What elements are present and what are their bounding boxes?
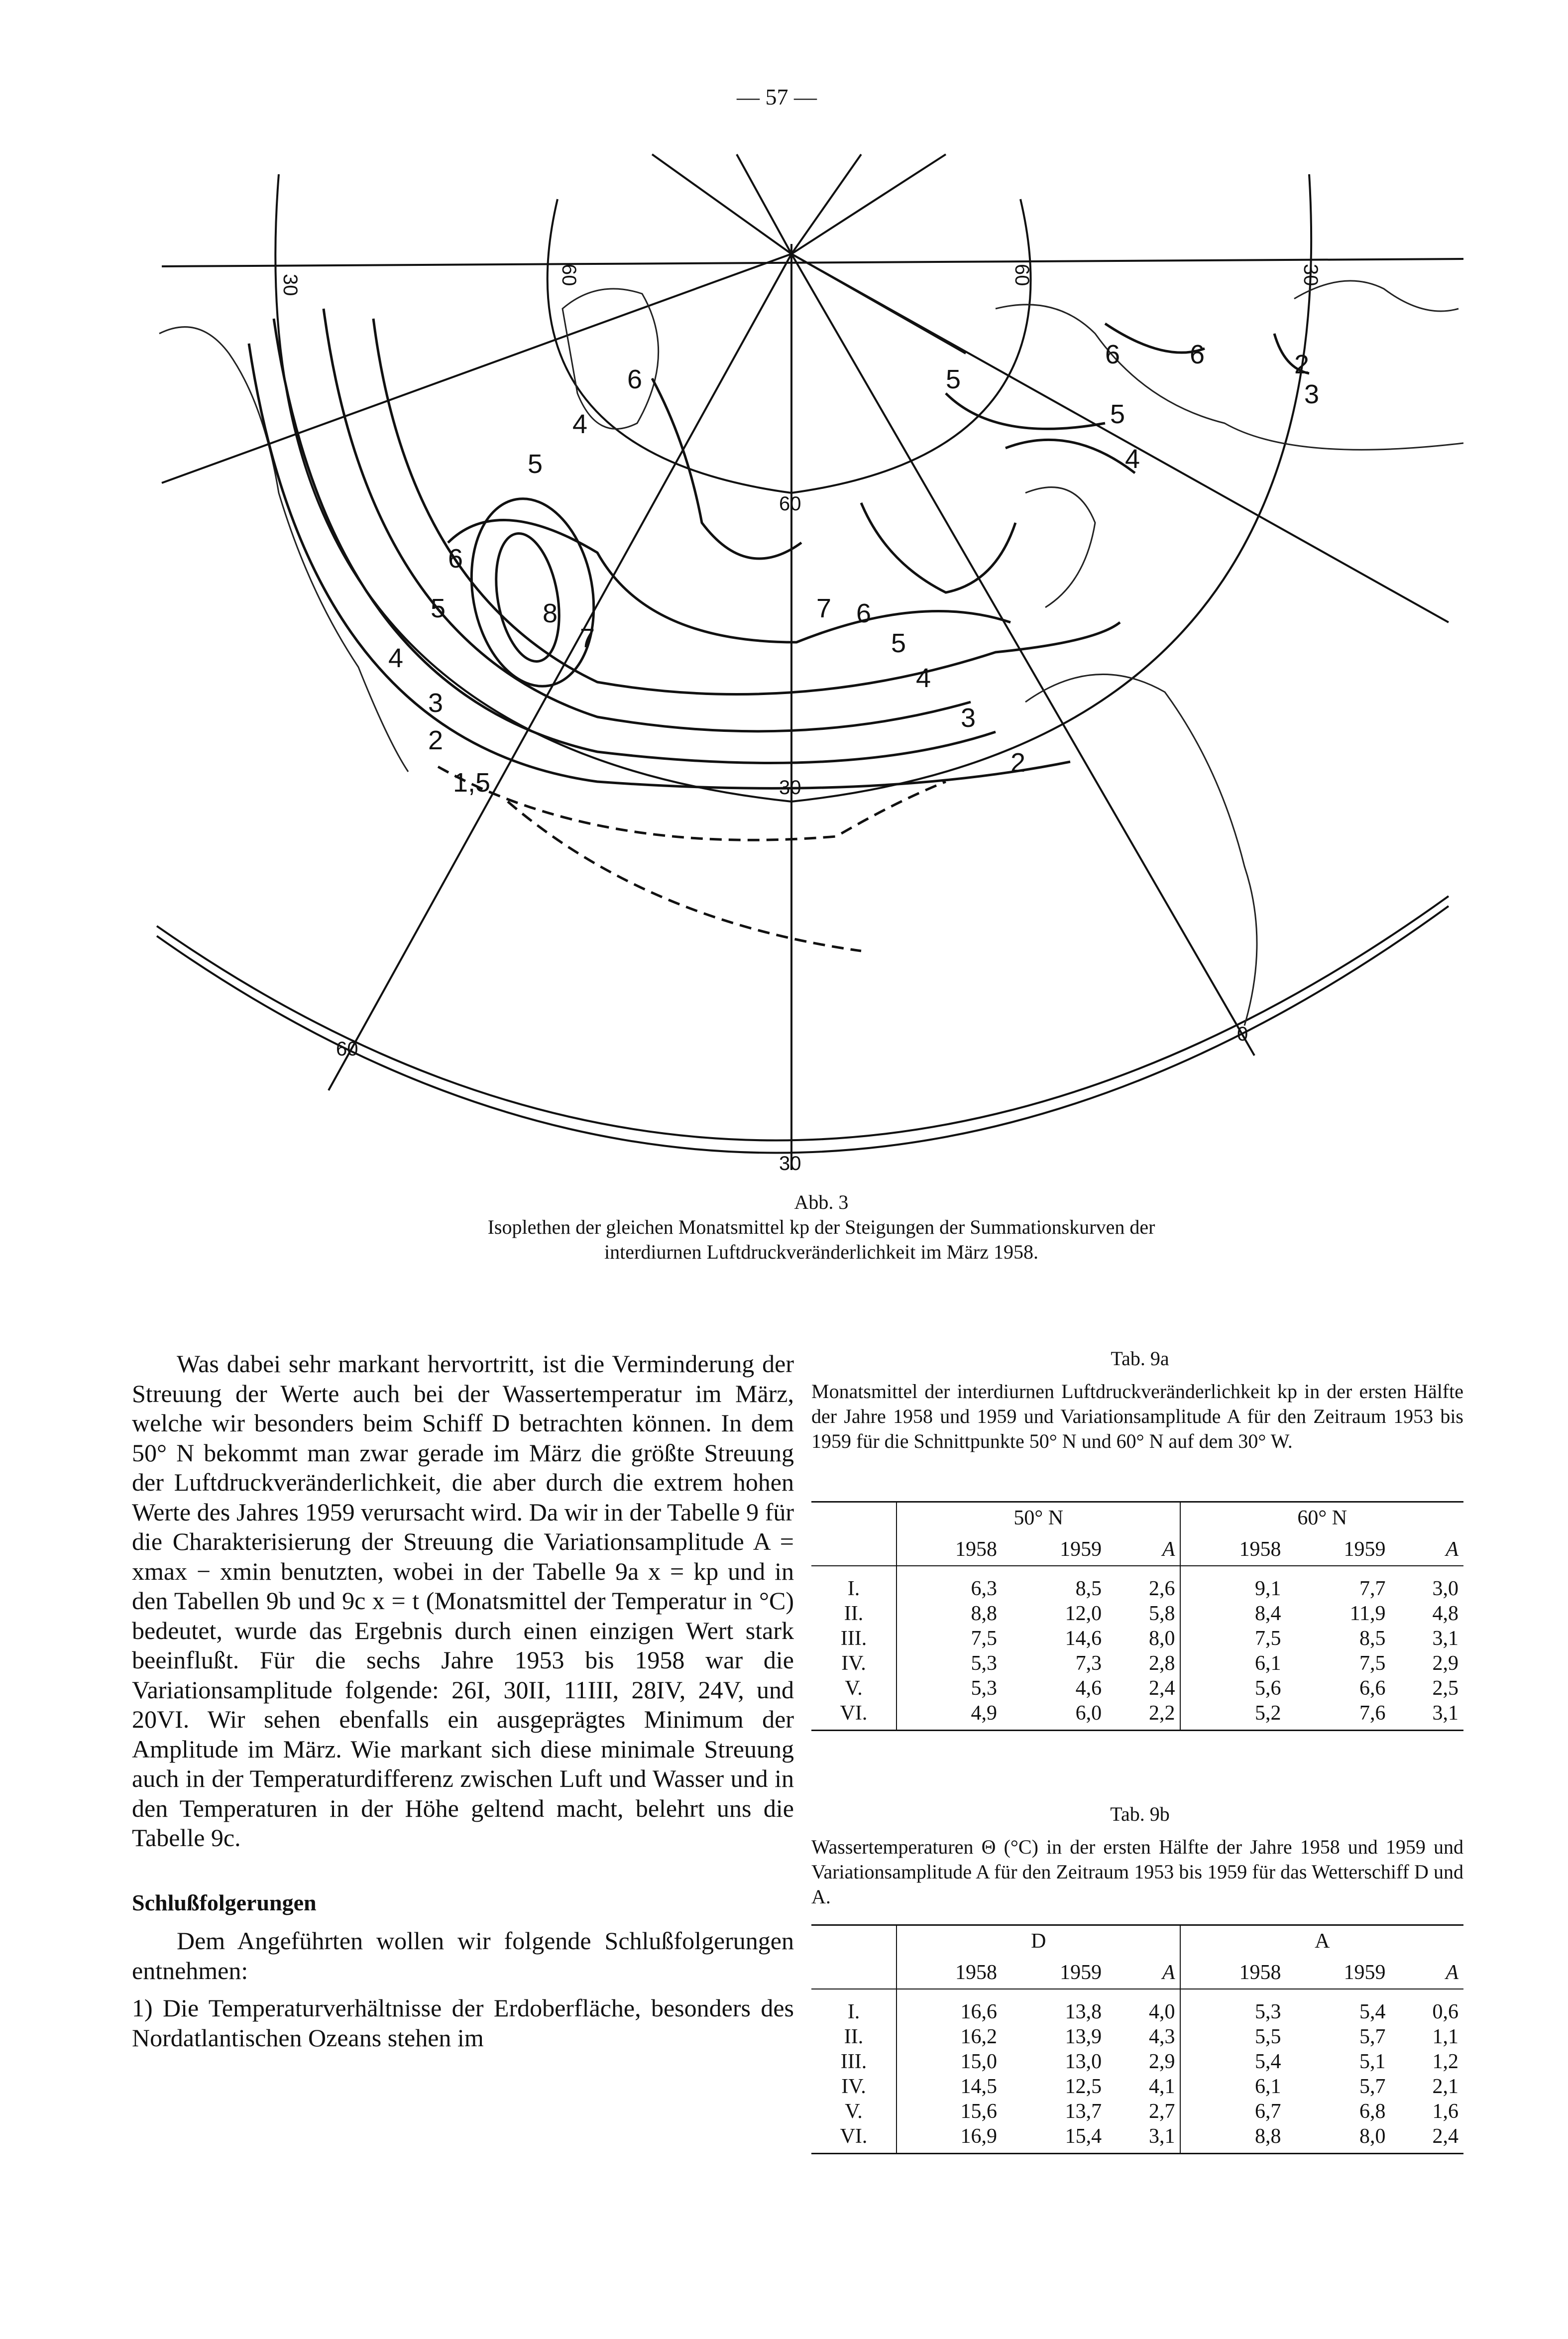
isopleth-label: 3 xyxy=(961,703,976,733)
table-cell: 0,6 xyxy=(1432,2000,1458,2023)
table-9b-title: Tab. 9b xyxy=(1110,1803,1170,1825)
table-cell: 6,0 xyxy=(1002,1701,1107,1731)
table-cell: 16,6 xyxy=(896,1989,1002,2024)
table-cell: 2,4 xyxy=(1148,1677,1175,1700)
table-cell: 1,1 xyxy=(1432,2025,1458,2048)
table-cell: 2,6 xyxy=(1148,1577,1175,1600)
row-label: IV. xyxy=(841,2075,866,2098)
table-cell: 5,4 xyxy=(1180,2049,1286,2074)
table-cell: 2,1 xyxy=(1432,2075,1458,2098)
table-cell: 8,8 xyxy=(896,1601,1002,1626)
isopleth-label: 7 xyxy=(580,623,595,653)
isopleth-label: 7 xyxy=(816,593,832,623)
row-label: III. xyxy=(840,2050,867,2073)
table-cell: 15,0 xyxy=(896,2049,1002,2074)
table-cell: 5,3 xyxy=(1180,1989,1286,2024)
coastline-iberia xyxy=(1025,487,1095,607)
table-cell: 5,3 xyxy=(896,1651,1002,1676)
isopleth-label: 4 xyxy=(1125,444,1140,474)
table-cell: 2,5 xyxy=(1432,1677,1458,1700)
isopleth-map xyxy=(149,144,1463,1190)
column-header: 1958 xyxy=(896,1533,1002,1566)
table-cell: 2,7 xyxy=(1148,2100,1175,2123)
column-group: 60° N xyxy=(1180,1502,1463,1534)
table-cell: 13,7 xyxy=(1065,2100,1102,2123)
isopleth-label: 8 xyxy=(543,598,558,628)
row-label: V. xyxy=(845,2100,863,2123)
paragraph: Was dabei sehr markant hervortritt, ist die Verminderung der Streuung der Werte auch bei der Wassertemperatur im März, welche wir besonders beim Schiff D betrachten können. In dem 50° N bekommt man zwar gerade im März die größte Streuung der Luftdruckveränderlichkeit, die aber durch die extrem hohen Werte des Jahres 1959 verursacht wird. Da wir in der Tabelle 9 für die Charakterisierung der Streuung die Variationsamplitude A = xmax − xmin benutzten, wobei in der Tabelle 9a x = kp und in den Tabellen 9b und 9c x = t (Monatsmittel der Temperatur in °C) bedeutet, wurde das Ergebnis durch einen einzigen Wert stark beeinflußt. Für die sechs Jahre 1953 bis 1958 war die Variationsamplitude folgende: 26I, 30II, 11III, 28IV, 24V, und 20VI. Wir sehen ebenfalls ein ausgeprägtes Minimum der Amplitude im März. Wie markant sich diese minimale Streuung auch in der Temperaturdifferenz zwischen Luft und Wasser und in den Temperaturen in der Höhe geltend macht, belehrt uns die Tabelle 9c. xyxy=(132,1350,794,1852)
row-label: I. xyxy=(847,1577,860,1600)
table-cell: 5,3 xyxy=(896,1676,1002,1701)
table-cell: 12,5 xyxy=(1065,2075,1102,2098)
meridian-a xyxy=(162,254,791,483)
table-cell: 3,1 xyxy=(1432,1627,1458,1650)
isopleth-label: 6 xyxy=(1190,340,1205,369)
table-cell: 8,4 xyxy=(1180,1601,1286,1626)
table-cell: 7,5 xyxy=(1359,1652,1386,1675)
isopleth-1-5-lower xyxy=(508,802,861,951)
row-label: II. xyxy=(844,1602,864,1625)
table-cell: 14,5 xyxy=(896,2074,1002,2099)
isopleth-label: 5 xyxy=(431,593,446,623)
table-cell: 6,6 xyxy=(1359,1677,1386,1700)
table-cell: 4,3 xyxy=(1148,2025,1175,2048)
isopleth-4-east xyxy=(1006,440,1135,473)
table-cell: 8,0 xyxy=(1148,1627,1175,1650)
table-cell: 5,2 xyxy=(1180,1701,1286,1731)
table-cell: 5,7 xyxy=(1359,2025,1386,2048)
table-cell: 4,1 xyxy=(1148,2075,1175,2098)
table-cell: 5,5 xyxy=(1180,2024,1286,2049)
table-cell: 2,4 xyxy=(1391,2124,1463,2154)
body-text xyxy=(132,1349,794,2053)
table-9a xyxy=(811,1501,1463,1731)
isopleth-label: 5 xyxy=(528,449,543,479)
table-cell: 1,2 xyxy=(1432,2050,1458,2073)
table-cell: 5,8 xyxy=(1148,1602,1175,1625)
column-header: A xyxy=(1107,1957,1180,1989)
table-9b-body xyxy=(811,1989,1463,2154)
latitude-arc-outer xyxy=(157,896,1449,1140)
row-label: III. xyxy=(840,1627,867,1650)
grid-label: 30 xyxy=(1300,264,1322,286)
column-header: 1959 xyxy=(1002,1533,1107,1566)
figure-caption xyxy=(478,1190,1165,1265)
isopleth-label: 5 xyxy=(1110,399,1125,429)
table-cell: 6,7 xyxy=(1180,2099,1286,2124)
table-cell: 4,8 xyxy=(1432,1602,1458,1625)
table-9b-caption: Wassertemperaturen Θ (°C) in der ersten Hälfte der Jahre 1958 und 1959 und Variationsamplitude A für den Zeitraum 1953 bis 1959 für das Wetterschiff D und A. xyxy=(811,1836,1463,1908)
figure-caption-text: Isoplethen der gleichen Monatsmittel kp der Steigungen der Summationskurven der interdiurnen Luftdruckveränderlichkeit im März 1958. xyxy=(487,1216,1155,1263)
table-cell: 15,4 xyxy=(1002,2124,1107,2154)
table-row xyxy=(811,2049,1463,2074)
table-cell: 7,6 xyxy=(1286,1701,1391,1731)
column-group: 50° N xyxy=(896,1502,1180,1534)
isopleth-label: 2 xyxy=(428,725,444,755)
table-cell: 7,5 xyxy=(896,1626,1002,1651)
table-cell: 12,0 xyxy=(1065,1602,1102,1625)
column-header: 1959 xyxy=(1286,1957,1391,1989)
table-cell: 16,9 xyxy=(896,2124,1002,2154)
table-cell: 4,6 xyxy=(1075,1677,1102,1700)
section-heading: Schlußfolgerungen xyxy=(132,1889,317,1915)
coastline-greenland xyxy=(562,289,659,429)
isopleth-label: 3 xyxy=(428,688,444,718)
paragraph: Dem Angeführten wollen wir folgende Schlußfolgerungen entnehmen: xyxy=(132,1927,794,1985)
table-row xyxy=(811,1676,1463,1701)
isopleth-label: 3 xyxy=(1304,379,1320,409)
isopleth-label: 4 xyxy=(388,643,404,673)
meridian-0 xyxy=(791,254,1254,1055)
column-header: A xyxy=(1107,1533,1180,1566)
table-cell: 5,1 xyxy=(1359,2050,1386,2073)
isopleth-label: 4 xyxy=(572,409,588,439)
row-label: VI. xyxy=(811,1701,896,1731)
isopleth-label: 6 xyxy=(448,544,463,574)
latitude-arc-outer-2 xyxy=(157,906,1449,1153)
table-cell: 6,1 xyxy=(1180,1651,1286,1676)
column-group: D xyxy=(896,1925,1180,1957)
column-header: 1958 xyxy=(1180,1957,1286,1989)
column-header: A xyxy=(1391,1957,1463,1989)
table-cell: 8,8 xyxy=(1180,2124,1286,2154)
isopleth-6-east xyxy=(861,503,1015,592)
table-cell: 3,1 xyxy=(1391,1701,1463,1731)
grid-label: 30 xyxy=(779,1153,801,1174)
isopleth-label: 6 xyxy=(1105,340,1120,369)
table-cell: 2,2 xyxy=(1107,1701,1180,1731)
table-row xyxy=(811,1566,1463,1601)
table-cell: 13,0 xyxy=(1065,2050,1102,2073)
table-cell: 9,1 xyxy=(1180,1566,1286,1601)
table-row xyxy=(811,1601,1463,1626)
table-cell: 4,9 xyxy=(896,1701,1002,1731)
figure-label: Abb. 3 xyxy=(794,1191,849,1213)
isopleth-5-north xyxy=(652,378,801,559)
isopleth-4 xyxy=(324,309,971,731)
grid-label: 60 xyxy=(779,493,801,515)
table-row xyxy=(811,2099,1463,2124)
table-cell: 8,0 xyxy=(1286,2124,1391,2154)
grid-label: 60 xyxy=(336,1038,358,1060)
column-header: 1959 xyxy=(1286,1533,1391,1566)
table-row xyxy=(811,1989,1463,2024)
isopleth-2 xyxy=(249,344,1070,788)
grid-label: 30 xyxy=(779,777,801,799)
isopleth-label: 5 xyxy=(891,628,906,658)
table-cell: 5,7 xyxy=(1359,2075,1386,2098)
table-cell: 1,6 xyxy=(1432,2100,1458,2123)
isopleth-label: 1,5 xyxy=(453,768,491,798)
table-cell: 6,1 xyxy=(1180,2074,1286,2099)
row-label: II. xyxy=(844,2025,864,2048)
table-cell: 8,5 xyxy=(1075,1577,1102,1600)
table-cell: 8,5 xyxy=(1359,1627,1386,1650)
isopleth-8 xyxy=(487,529,568,667)
table-cell: 15,6 xyxy=(896,2099,1002,2124)
table-row xyxy=(811,2124,1463,2154)
table-cell: 7,3 xyxy=(1075,1652,1102,1675)
table-row xyxy=(811,1701,1463,1731)
page-number: — 57 — xyxy=(737,84,817,110)
table-row xyxy=(811,2074,1463,2099)
table-row xyxy=(811,1626,1463,1651)
grid-label: 0 xyxy=(1237,1023,1248,1045)
column-group: A xyxy=(1180,1925,1463,1957)
isopleth-label: 2 xyxy=(1294,350,1310,379)
column-header: A xyxy=(1391,1533,1463,1566)
table-cell: 3,1 xyxy=(1107,2124,1180,2154)
isopleth-label: 5 xyxy=(946,364,961,394)
table-cell: 4,0 xyxy=(1148,2000,1175,2023)
coastline-americas xyxy=(159,327,408,772)
table-9a-title: Tab. 9a xyxy=(1111,1347,1169,1370)
paragraph: 1) Die Temperaturverhältnisse der Erdoberfläche, besonders des Nordatlantischen Ozeans stehen im xyxy=(132,1994,794,2052)
table-9a-body xyxy=(811,1566,1463,1731)
isopleth-label: 6 xyxy=(627,364,643,394)
table-cell: 2,8 xyxy=(1148,1652,1175,1675)
row-label: VI. xyxy=(811,2124,896,2154)
isopleth-label: 6 xyxy=(856,598,872,628)
row-label: IV. xyxy=(841,1652,866,1675)
column-header: 1958 xyxy=(896,1957,1002,1989)
isopleth-1-5 xyxy=(438,767,946,840)
table-cell: 6,3 xyxy=(896,1566,1002,1601)
table-cell: 5,4 xyxy=(1359,2000,1386,2023)
table-cell: 13,9 xyxy=(1065,2025,1102,2048)
grid-label: 60 xyxy=(558,264,580,286)
table-cell: 3,0 xyxy=(1432,1577,1458,1600)
table-cell: 2,9 xyxy=(1148,2050,1175,2073)
table-cell: 11,9 xyxy=(1349,1602,1386,1625)
isopleth-label: 4 xyxy=(916,663,931,693)
grid-label: 60 xyxy=(1011,264,1033,286)
latitude-60 xyxy=(548,199,1031,493)
table-cell: 6,8 xyxy=(1359,2100,1386,2123)
coastline-africa xyxy=(1025,674,1257,1026)
table-row xyxy=(811,2024,1463,2049)
table-9a-caption: Monatsmittel der interdiurnen Luftdruckveränderlichkeit kp in der ersten Hälfte der Jahre 1958 und 1959 und Variationsamplitude A für den Zeitraum 1953 bis 1959 für die Schnittpunkte 50° N und 60° N auf dem 30° W. xyxy=(811,1380,1463,1452)
table-9b xyxy=(811,1924,1463,2154)
table-row xyxy=(811,1651,1463,1676)
table-cell: 5,6 xyxy=(1180,1676,1286,1701)
column-header: 1958 xyxy=(1180,1533,1286,1566)
table-cell: 14,6 xyxy=(1065,1627,1102,1650)
table-cell: 7,7 xyxy=(1359,1577,1386,1600)
table-cell: 16,2 xyxy=(896,2024,1002,2049)
table-cell: 2,9 xyxy=(1432,1652,1458,1675)
row-label: V. xyxy=(845,1677,863,1700)
table-cell: 13,8 xyxy=(1065,2000,1102,2023)
grid-label: 30 xyxy=(279,274,301,296)
isopleth-label: 2 xyxy=(1010,748,1026,778)
table-cell: 7,5 xyxy=(1180,1626,1286,1651)
row-label: I. xyxy=(847,2000,860,2023)
column-header: 1959 xyxy=(1002,1957,1107,1989)
